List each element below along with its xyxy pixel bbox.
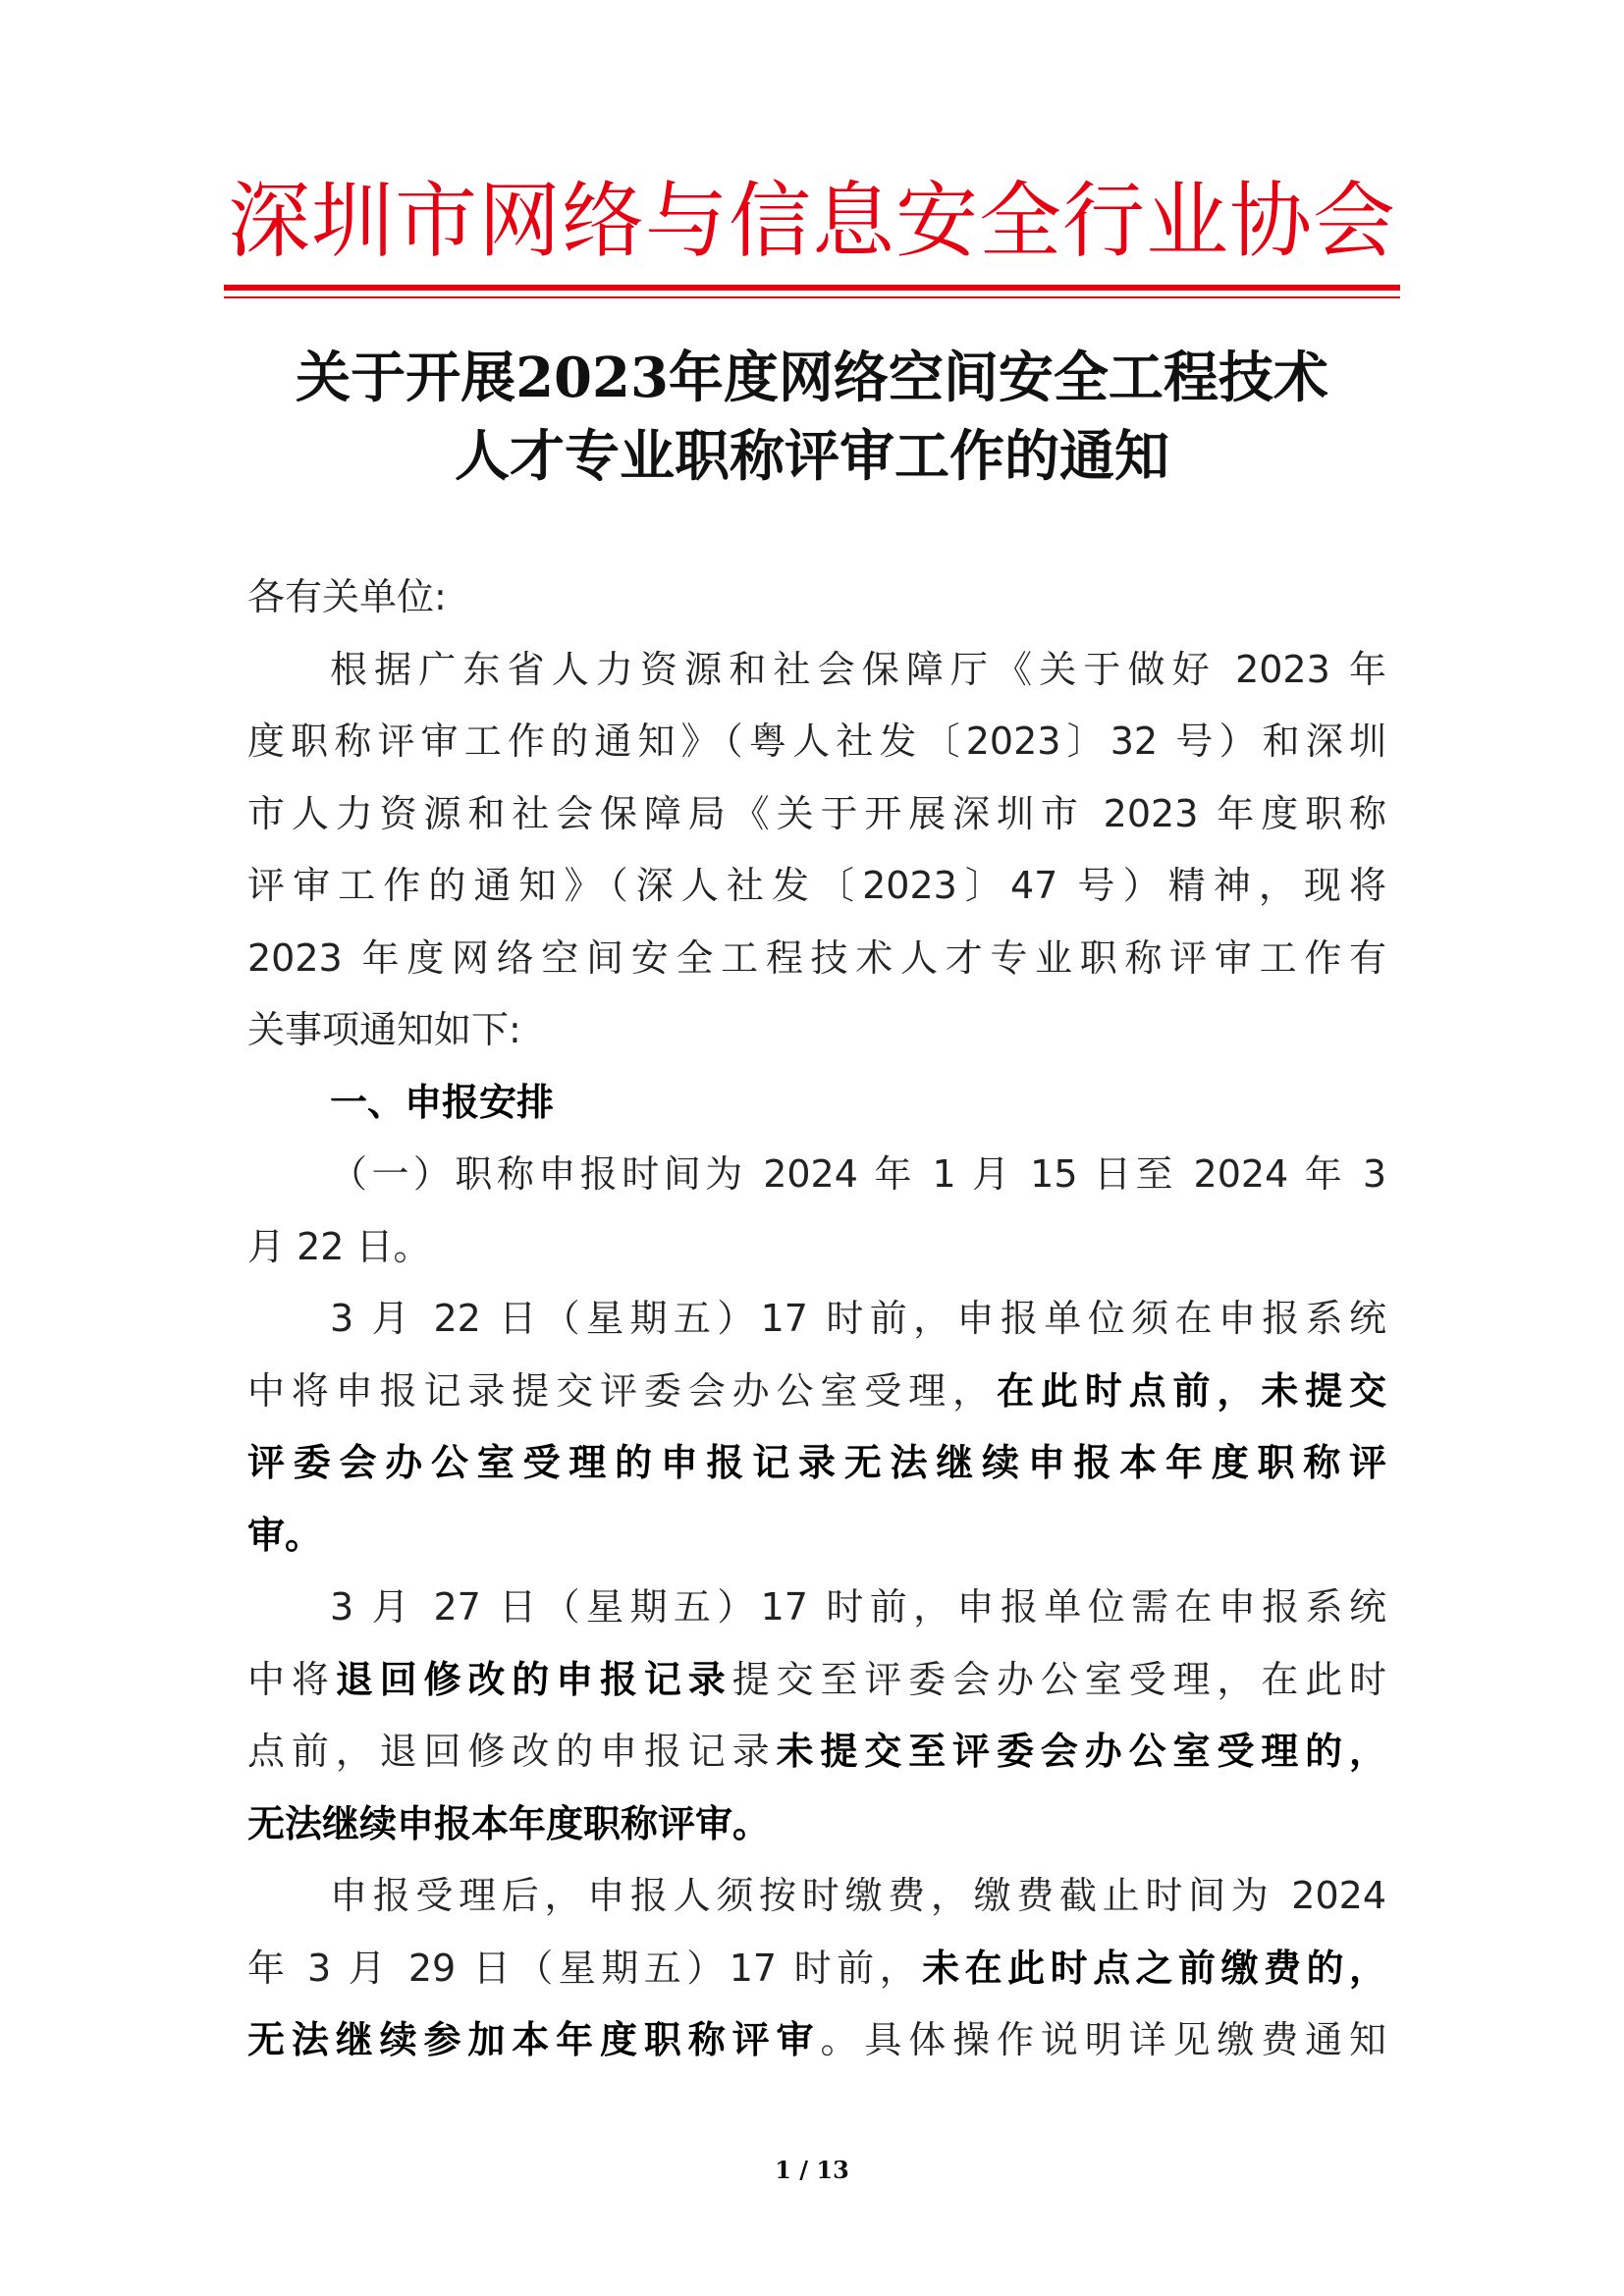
paragraph-line: 月 22 日。: [247, 1224, 431, 1268]
paragraph-line: 2023 年度网络空间安全工程技术人才专业职称评审工作有: [247, 935, 1386, 980]
paragraph-line: 根据广东省人力资源和社会保障厅《关于做好 2023 年: [330, 647, 1386, 691]
text-run: 中将: [247, 1657, 336, 1701]
emphasis-text: 退回修改的申报记录: [335, 1657, 732, 1701]
emphasis-line: 评委会办公室受理的申报记录无法继续申报本年度职称评: [247, 1441, 1386, 1484]
paragraph-line: [247, 1644, 1386, 1717]
paragraph-payment-deadline: [247, 1860, 1386, 2077]
document-body: [247, 561, 1386, 2077]
emphasis-line: 无法继续申报本年度职称评审。: [247, 1801, 771, 1845]
org-letterhead: 深圳市网络与信息安全行业协会: [227, 173, 1396, 269]
paragraph-line: [247, 1933, 1386, 2005]
emphasis-text: 无法继续参加本年度职称评审: [247, 2018, 821, 2061]
text-run: 。具体操作说明详见缴费通知: [820, 2018, 1386, 2061]
text-run: 提交至评委会办公室受理，在此时: [731, 1657, 1386, 1701]
text-run: 点前，退回修改的申报记录: [247, 1730, 777, 1773]
emphasis-text: 未提交至评委会办公室受理的，: [776, 1730, 1386, 1773]
paragraph-submission-deadline: [247, 1283, 1386, 1572]
letterhead-divider-thin: [224, 296, 1400, 298]
text-run: 中将申报记录提交评委会办公室受理，: [247, 1368, 997, 1413]
text-run: 年 3 月 29 日（星期五）17 时前，: [247, 1946, 923, 1990]
paragraph-line: [247, 1356, 1386, 1428]
paragraph-line: [247, 1716, 1386, 1789]
paragraph-declaration-period: [247, 1139, 1386, 1283]
paragraph-line: （一）职称申报时间为 2024 年 1 月 15 日至 2024 年 3: [330, 1152, 1386, 1196]
paragraph-line: 3 月 27 日（星期五）17 时前，申报单位需在申报系统: [330, 1585, 1386, 1629]
salutation: 各有关单位:: [247, 575, 447, 618]
document-title-line-2: 人才专业职称评审工作的通知: [455, 424, 1169, 489]
paragraph-line: [247, 2004, 1386, 2077]
paragraph-line: 度职称评审工作的通知》（粤人社发〔2023〕32 号）和深圳: [247, 720, 1386, 763]
document-title-line-1: 关于开展2023年度网络空间安全工程技术: [296, 346, 1328, 410]
paragraph-line: 关事项通知如下:: [247, 1008, 521, 1051]
paragraph-line: 评审工作的通知》（深人社发〔2023〕47 号）精神，现将: [247, 864, 1386, 907]
document-title: [224, 339, 1400, 496]
section-heading: 一、申报安排: [330, 1080, 555, 1124]
emphasis-line: 审。: [247, 1513, 323, 1557]
paragraph-intro: [247, 634, 1386, 1067]
paragraph-line: 申报受理后，申报人须按时缴费，缴费截止时间为 2024: [330, 1874, 1386, 1917]
emphasis-text: 未在此时点之前缴费的，: [922, 1946, 1386, 1990]
page-number: 1 / 13: [775, 2156, 849, 2184]
emphasis-text: 在此时点前，未提交: [996, 1368, 1386, 1413]
paragraph-line: 3 月 22 日（星期五）17 时前，申报单位须在申报系统: [330, 1297, 1386, 1340]
paragraph-revision-deadline: [247, 1572, 1386, 1860]
letterhead-divider-thick: [224, 285, 1400, 291]
paragraph-line: 市人力资源和社会保障局《关于开展深圳市 2023 年度职称: [247, 791, 1386, 835]
